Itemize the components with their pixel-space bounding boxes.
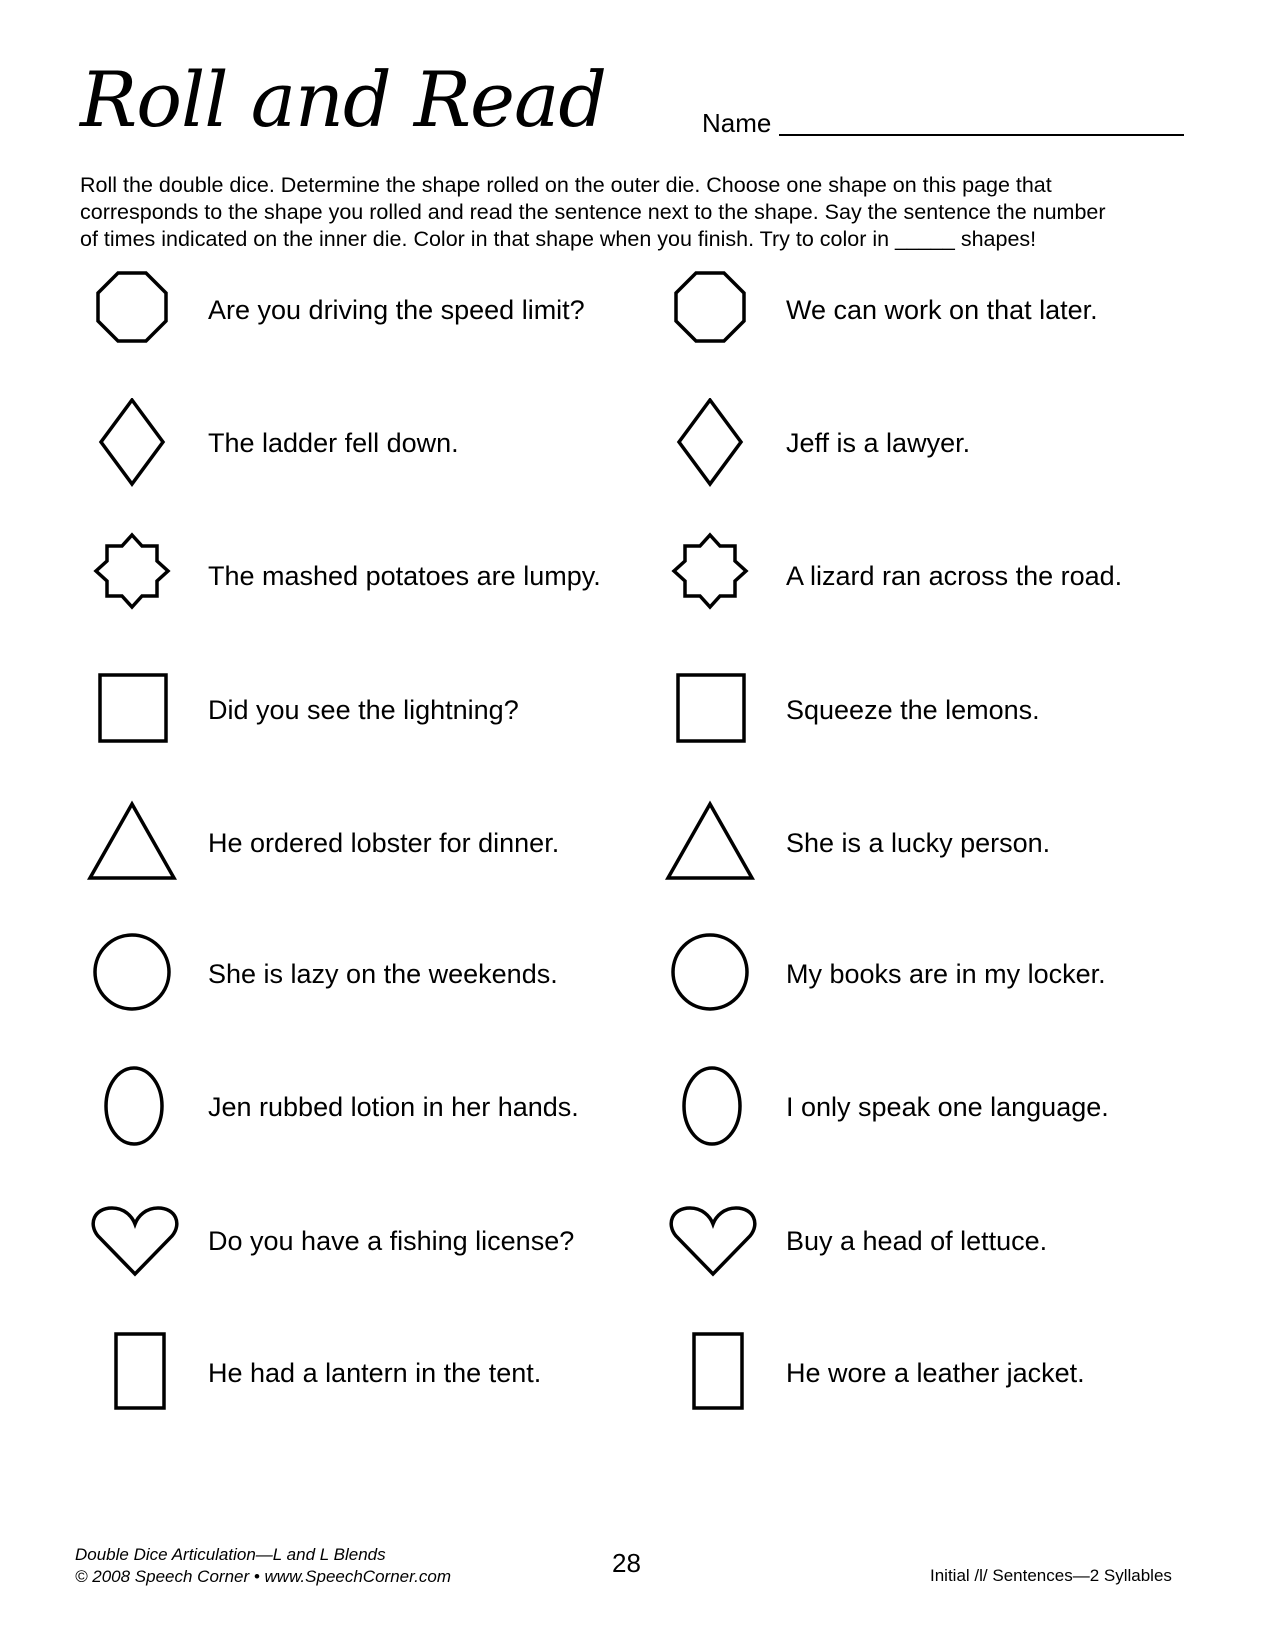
sentence-text: The ladder fell down. — [208, 428, 459, 458]
shape-sentence-item — [80, 1062, 680, 1152]
shape-sentence-item — [80, 1196, 680, 1286]
sentence-text: My books are in my locker. — [786, 959, 1106, 989]
sentence-text: A lizard ran across the road. — [786, 561, 1123, 591]
shape-sentence-item — [658, 1062, 1258, 1152]
shape-sentence-item — [658, 531, 1258, 621]
circle-icon[interactable] — [658, 929, 758, 1019]
sentence-text: Do you have a fishing license? — [208, 1226, 575, 1256]
page-number: 28 — [612, 1548, 641, 1578]
star-icon[interactable] — [80, 531, 180, 621]
shape-sentence-item — [658, 398, 1258, 488]
page-title: Roll and Read — [80, 55, 606, 144]
footer-book-title: Double Dice Articulation—L and L Blends — [75, 1545, 386, 1564]
shape-sentence-item — [80, 531, 680, 621]
sentence-text: I only speak one language. — [786, 1092, 1109, 1122]
sentence-text: The mashed potatoes are lumpy. — [208, 561, 601, 591]
sentence-text: Jen rubbed lotion in her hands. — [208, 1092, 579, 1122]
name-label: Name — [702, 108, 772, 138]
triangle-icon[interactable] — [658, 798, 758, 888]
sentence-text: We can work on that later. — [786, 295, 1098, 325]
sentence-text: Did you see the lightning? — [208, 695, 519, 725]
shape-sentence-item — [80, 798, 680, 888]
shape-sentence-item — [658, 929, 1258, 1019]
diamond-icon[interactable] — [658, 398, 758, 488]
footer-credits — [75, 1544, 451, 1588]
sentence-text: Squeeze the lemons. — [786, 695, 1040, 725]
octagon-icon[interactable] — [658, 265, 758, 355]
shape-sentence-item — [658, 798, 1258, 888]
diamond-icon[interactable] — [80, 398, 180, 488]
shape-sentence-item — [80, 398, 680, 488]
star-icon[interactable] — [658, 531, 758, 621]
sentence-text: Are you driving the speed limit? — [208, 295, 585, 325]
shape-sentence-item — [658, 265, 1258, 355]
shape-sentence-item — [80, 929, 680, 1019]
oval-icon[interactable] — [658, 1062, 758, 1152]
instructions: Roll the double dice. Determine the shape rolled on the outer die. Choose one shape on this page that corresponds to the shape you rolled and read the sentence next to the shape. Say the sentence the number of times indicated on the inner die. Color in that shape when you finish. Try to color in _____ shapes! — [80, 173, 1106, 251]
sentence-text: She is a lucky person. — [786, 828, 1051, 858]
square-icon[interactable] — [80, 665, 180, 755]
oval-icon[interactable] — [80, 1062, 180, 1152]
square-icon[interactable] — [658, 665, 758, 755]
sentence-text: She is lazy on the weekends. — [208, 959, 558, 989]
shape-sentence-item — [80, 1328, 680, 1418]
circle-icon[interactable] — [80, 929, 180, 1019]
sentence-text: Buy a head of lettuce. — [786, 1226, 1048, 1256]
shape-sentence-item — [80, 665, 680, 755]
octagon-icon[interactable] — [80, 265, 180, 355]
sentence-text: Jeff is a lawyer. — [786, 428, 971, 458]
footer-section-label: Initial /l/ Sentences—2 Syllables — [930, 1566, 1172, 1585]
shape-sentence-item — [658, 1328, 1258, 1418]
rectangle-icon[interactable] — [658, 1328, 758, 1418]
heart-icon[interactable] — [658, 1196, 758, 1286]
triangle-icon[interactable] — [80, 798, 180, 888]
sentence-text: He ordered lobster for dinner. — [208, 828, 560, 858]
shape-sentence-item — [80, 265, 680, 355]
heart-icon[interactable] — [80, 1196, 180, 1286]
shape-sentence-item — [658, 1196, 1258, 1286]
sentence-text: He had a lantern in the tent. — [208, 1358, 542, 1388]
rectangle-icon[interactable] — [80, 1328, 180, 1418]
footer-copyright: © 2008 Speech Corner • www.SpeechCorner.com — [75, 1567, 451, 1586]
sentence-text: He wore a leather jacket. — [786, 1358, 1085, 1388]
shape-sentence-item — [658, 665, 1258, 755]
